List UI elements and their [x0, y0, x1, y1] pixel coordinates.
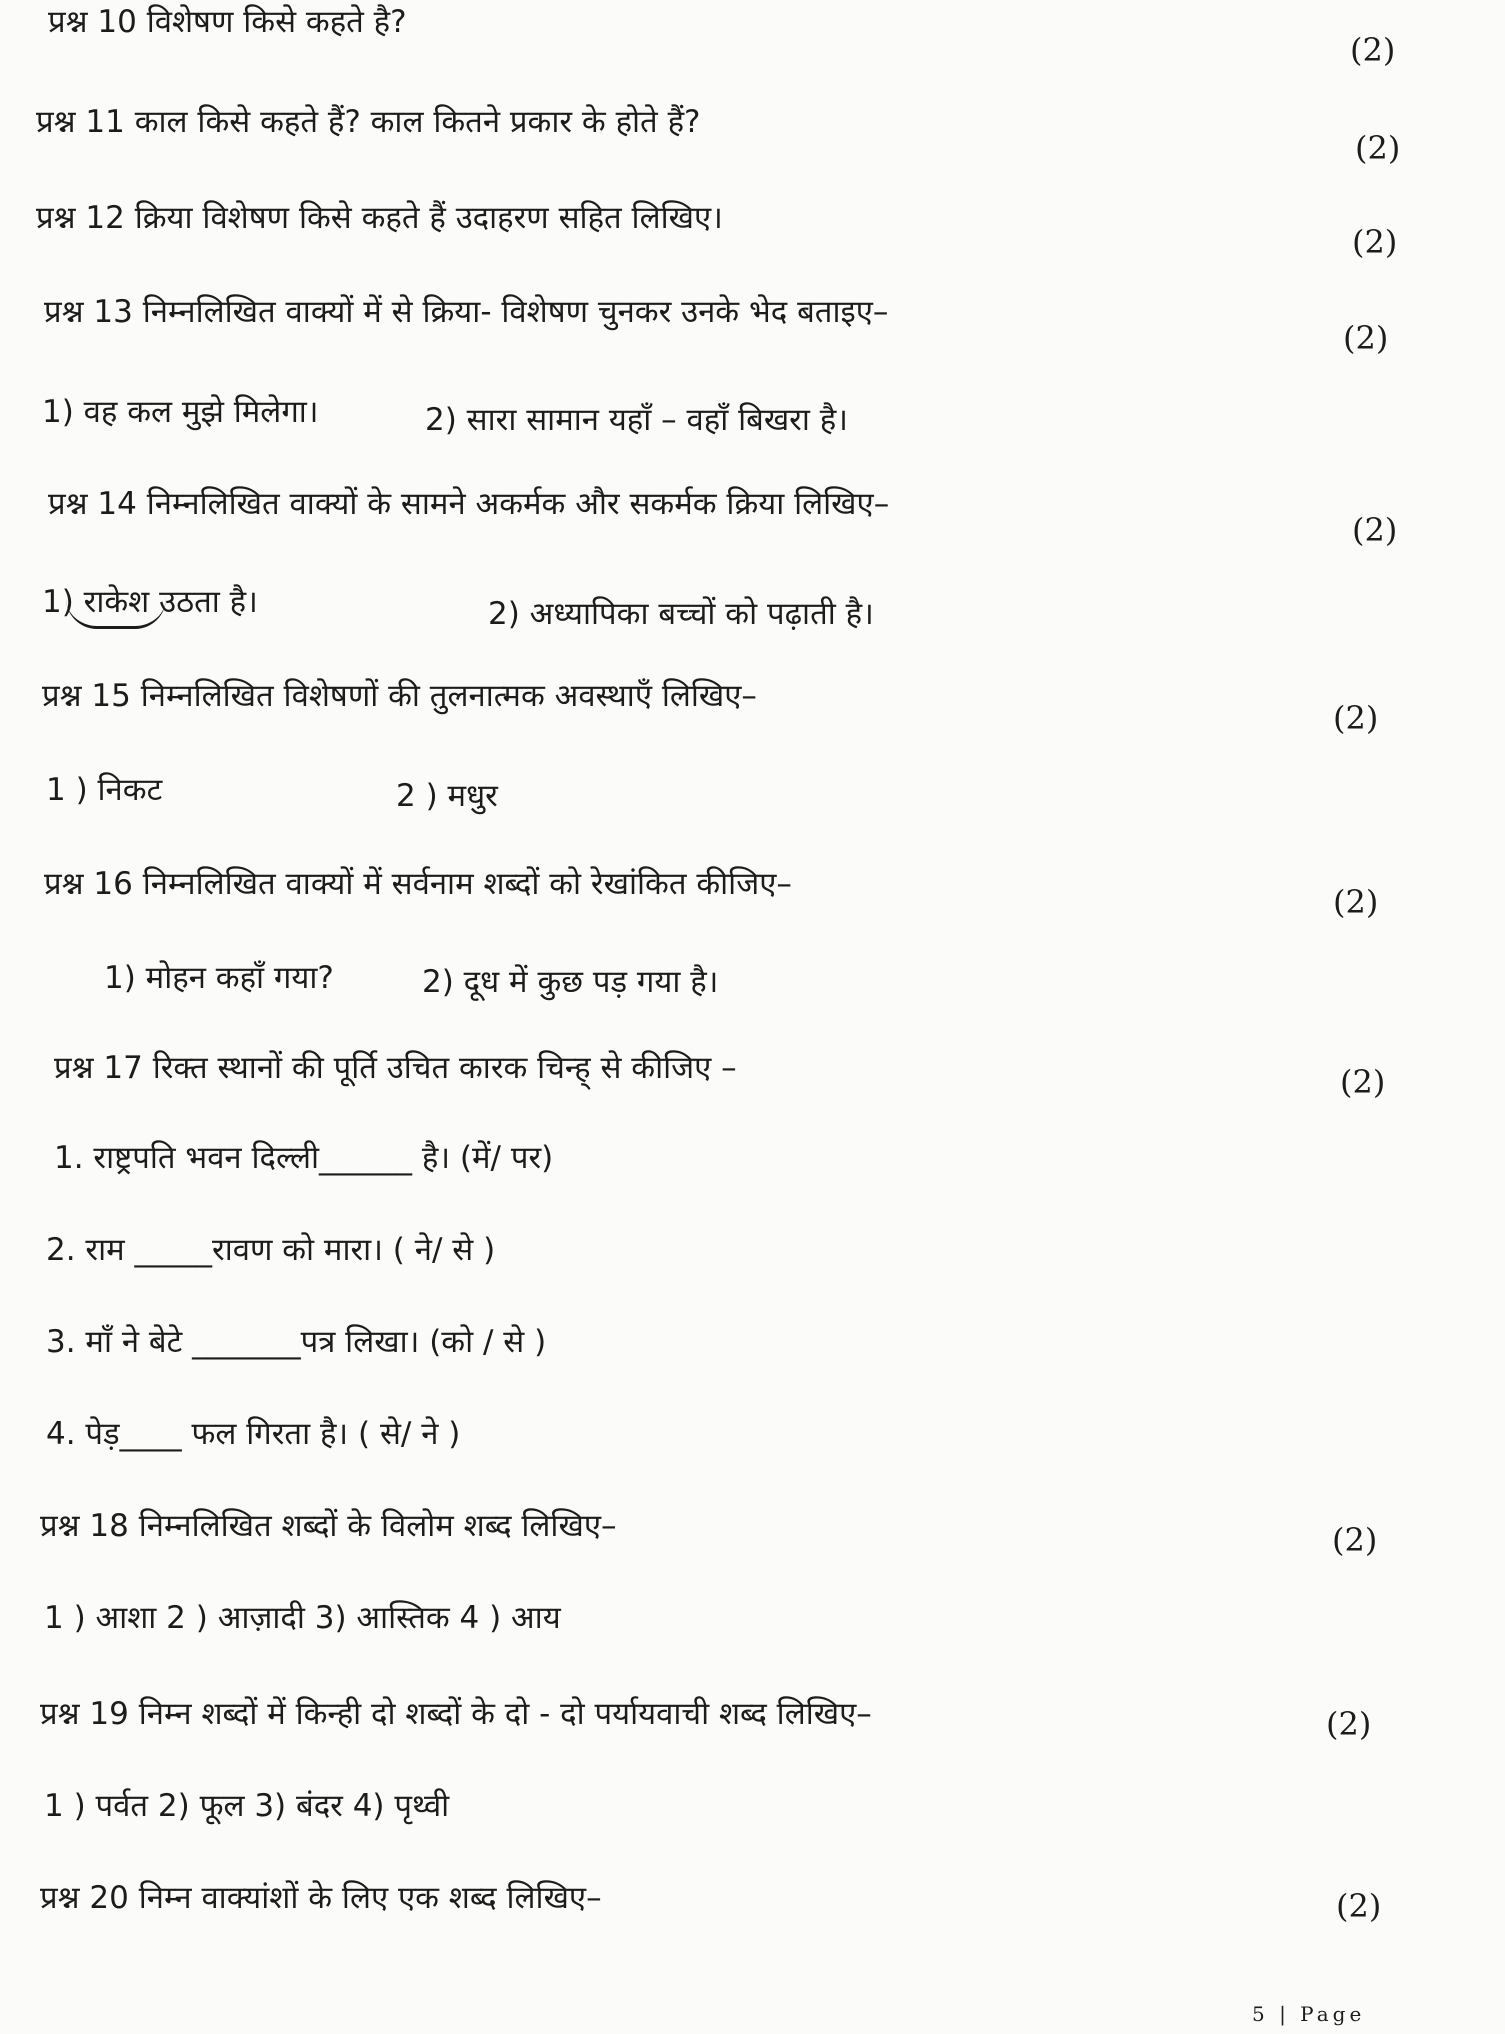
question-20-marks: (2): [1336, 1887, 1382, 1925]
question-12: प्रश्न 12 क्रिया विशेषण किसे कहते हैं उदाहरण सहित लिखिए।: [36, 200, 723, 236]
question-17: प्रश्न 17 रिक्त स्थानों की पूर्ति उचित कारक चिन्ह् से कीजिए –: [54, 1050, 737, 1086]
question-15-marks: (2): [1333, 699, 1379, 737]
question-17-option-2: 2. राम _____रावण को मारा। ( ने/ से ): [46, 1232, 496, 1268]
question-19: प्रश्न 19 निम्न शब्दों में किन्ही दो शब्दों के दो - दो पर्यायवाची शब्द लिखिए–: [40, 1696, 872, 1732]
question-15: प्रश्न 15 निम्नलिखित विशेषणों की तुलनात्मक अवस्थाएँ लिखिए–: [42, 678, 757, 714]
question-13-marks: (2): [1343, 319, 1389, 357]
question-20: प्रश्न 20 निम्न वाक्यांशों के लिए एक शब्द लिखिए–: [40, 1880, 602, 1916]
pen-underline-mark: [66, 598, 166, 629]
question-14: प्रश्न 14 निम्नलिखित वाक्यों के सामने अकर्मक और सकर्मक क्रिया लिखिए–: [48, 486, 890, 522]
question-16: प्रश्न 16 निम्नलिखित वाक्यों में सर्वनाम शब्दों को रेखांकित कीजिए–: [44, 866, 792, 902]
question-14-option-2: 2) अध्यापिका बच्चों को पढ़ाती है।: [488, 596, 874, 632]
question-12-marks: (2): [1352, 223, 1398, 261]
question-17-marks: (2): [1340, 1063, 1386, 1101]
question-18-options: 1 ) आशा 2 ) आज़ादी 3) आस्तिक 4 ) आय: [44, 1600, 561, 1636]
question-16-option-1: 1) मोहन कहाँ गया?: [104, 960, 334, 996]
question-14-marks: (2): [1352, 511, 1398, 549]
page-number: 5 | Page: [1252, 2002, 1366, 2026]
question-16-marks: (2): [1333, 883, 1379, 921]
question-11-marks: (2): [1355, 129, 1401, 167]
question-13: प्रश्न 13 निम्नलिखित वाक्यों में से क्रिया- विशेषण चुनकर उनके भेद बताइए–: [44, 294, 889, 330]
question-15-option-1: 1 ) निकट: [46, 772, 163, 808]
question-13-option-1: 1) वह कल मुझे मिलेगा।: [42, 394, 319, 430]
question-17-option-4: 4. पेड़____ फल गिरता है। ( से/ ने ): [46, 1416, 461, 1452]
question-18: प्रश्न 18 निम्नलिखित शब्दों के विलोम शब्द लिखिए–: [40, 1508, 617, 1544]
question-10-marks: (2): [1350, 31, 1396, 69]
question-18-marks: (2): [1332, 1521, 1378, 1559]
question-17-option-1: 1. राष्ट्रपति भवन दिल्ली______ है। (में/ पर): [54, 1140, 554, 1176]
question-19-marks: (2): [1326, 1705, 1372, 1743]
question-13-option-2: 2) सारा सामान यहाँ – वहाँ बिखरा है।: [425, 402, 848, 438]
question-17-option-3: 3. माँ ने बेटे _______पत्र लिखा। (को / से ): [46, 1324, 547, 1360]
question-14-option-1: 1) राकेश उठता है।: [42, 584, 258, 620]
question-10: प्रश्न 10 विशेषण किसे कहते है?: [48, 4, 407, 40]
question-19-options: 1 ) पर्वत 2) फूल 3) बंदर 4) पृथ्वी: [44, 1788, 450, 1824]
question-16-option-2: 2) दूध में कुछ पड़ गया है।: [422, 964, 719, 1000]
question-11: प्रश्न 11 काल किसे कहते हैं? काल कितने प्रकार के होते हैं?: [36, 104, 701, 140]
question-15-option-2: 2 ) मधुर: [396, 778, 498, 814]
